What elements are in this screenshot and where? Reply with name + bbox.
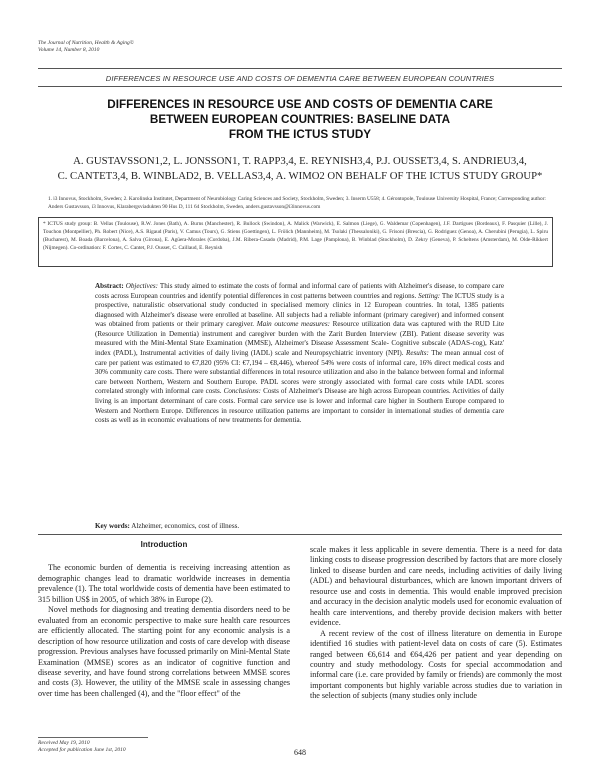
keywords <box>95 522 504 532</box>
paragraph: Novel methods for diagnosing and treating dementia disorders need to be evaluated from an economic perspective to make sure health care resources are efficiently allocated. The starting point for any economic analysis is a description of how resource utilization and costs of care develop with disease progression. Previous analyses have focussed primarily on Mini-Mental State Examination (MMSE) scores as an indicator of cognitive function and disease severity, and have found strong correlations between MMSE scores and costs (3). However, the utility of the MMSE scale in assessing changes over time has been challenged (4), and the "floor effect" of the <box>38 605 290 698</box>
setting-label: Setting: <box>418 291 441 300</box>
measures-label: Main outcome measures: <box>256 320 330 329</box>
affiliations: 1. i3 Innovus, Stockholm, Sweden; 2. Karolinska Institutet, Department of Neurobiology Caring Sciences and Society, Stockholm, Sweden; 3. Inserm U558; 4. Gérontopole, Toulouse University Hospital, France; Corresponding author: Anders Gustavsson, i3 Innovus, Klarabergsviadukten 90 Hus D, 111 64 Stockholm, Sweden, anders.gustavsson@i3innovus.com <box>48 196 546 210</box>
study-group-box: * ICTUS study group: B. Vellas (Toulouse), R.W. Jones (Bath), A. Burns (Manchester), R. Bullock (Swindon), A. Malick (Warwick), E. Salmon (Liege), G. Waldemar (Copenhagen), J.F. Dartigues (Bordeaux), F. Pasquier (Lille), J. Touchon (Montpellier), Ph. Robert (Nice), A.S. Rigaud (Paris), V. Camus (Tours), G. Stiens (Goettingen), L. Frölich (Mannheim), M. Tsolaki (Thessaloniki), G. Frisoni (Brescia), G. Rodriguez (Genoa), A. Cherubini (Perugia), L. Spiru (Bucharest), M. Boada (Barcelona), A. Salva (Girona), E. Agüera-Morales (Cordoba), J.M. Ribera-Casado (Madrid), P.M. Lage (Pamplona), B. Winblad (Stockholm), D. Zekry (Geneva), P. Scheltens (Amsterdam), M. Olde-Rikkert (Nijmegen). Co-ordination: F. Cortes, C. Cantet, P.J. Ousset, C. Caillaud, E. Reynish <box>38 217 553 267</box>
paragraph: scale makes it less applicable in severe dementia. There is a need for data linking costs to disease progression described by factors that are more closely linked to disease burden and care needs, including activities of daily living (ADL) and behavioural disturbances, which are known important drivers of resource use and costs in dementia. This would enable improved precision and accuracy in the decision analytic models used for economic evaluation of health care interventions, and thereby provide decision makers with better evidence. <box>310 545 562 628</box>
footnote-rule <box>38 737 148 738</box>
journal-volume: Volume 14, Number 8, 2010 <box>38 47 100 53</box>
abstract-label: Abstract: <box>95 282 124 290</box>
page-number: 648 <box>294 748 306 757</box>
conclusions-label: Conclusions: <box>223 387 262 396</box>
received-date: Received May 19, 2010 <box>38 740 90 746</box>
author-list <box>38 154 562 184</box>
running-head: DIFFERENCES IN RESOURCE USE AND COSTS OF DEMENTIA CARE BETWEEN EUROPEAN COUNTRIES <box>105 74 495 83</box>
authors-line-2: C. CANTET3,4, B. WINBLAD2, B. VELLAS3,4, A. WIMO2 ON BEHALF OF THE ICTUS STUDY GROUP* <box>57 170 543 182</box>
results-label: Results: <box>406 349 429 358</box>
keywords-text: Alzheimer, economics, cost of illness. <box>129 522 240 530</box>
abstract <box>95 282 504 426</box>
results-text: The mean annual cost of care per patient was estimated to €7,820 (95% CI: €7,194 – €8,446), whereof 54% were costs of informal care, 16% direct medical costs and 30% community care costs. There were substantial differences in total resource utilization and also in the balance between formal and informal care between Northern, Western and Southern Europe. PADL scores were strongly associated with formal care costs while IADL scores correlated strongly with informal care costs. <box>95 349 505 396</box>
title-line-2: BETWEEN EUROPEAN COUNTRIES: BASELINE DATA <box>149 113 451 126</box>
right-column <box>310 545 562 702</box>
accepted-date: Accepted for publication June 1st, 2010 <box>38 747 126 754</box>
body-rule <box>38 534 562 535</box>
section-heading-introduction: Introduction <box>140 540 188 549</box>
setting-text: The ICTUS study is a prospective, naturalistic observational study conducted in specialised memory clinics in 12 European countries. In total, 1385 patients diagnosed with Alzheimer's disease were enrolled at baseline. All subjects had a reliable informant (primary caregiver) and informed consent was obtained from patients or their primary caregiver. <box>95 291 505 329</box>
title-line-1: DIFFERENCES IN RESOURCE USE AND COSTS OF DEMENTIA CARE <box>107 98 493 111</box>
authors-line-1: A. GUSTAVSSON1,2, L. JONSSON1, T. RAPP3,4, E. REYNISH3,4, P.J. OUSSET3,4, S. ANDRIEU3,4, <box>73 155 527 167</box>
title-line-3: FROM THE ICTUS STUDY <box>228 128 372 141</box>
objectives-text: This study aimed to estimate the costs of formal and informal care of patients with Alzheimer's disease, to compare care costs across European countries and identify potential differences in cost patterns between countries and regions. <box>95 282 504 300</box>
objectives-label: Objectives: <box>125 282 159 290</box>
paragraph: The economic burden of dementia is receiving increasing attention as demographic changes lead to dramatic worldwide increases in dementia prevalence (1). The total worldwide costs of dementia have been estimated to 315 billion US$ in 2005, of which 38% in Europe (2). <box>38 563 290 604</box>
journal-info <box>38 40 134 54</box>
header-rule-top <box>38 68 562 69</box>
journal-name: The Journal of Nutrition, Health & Aging© <box>38 40 134 46</box>
article-title <box>38 97 562 142</box>
left-column <box>38 540 290 699</box>
measures-text: Resource utilization data was captured with the RUD Lite (Resource Utilization in Dementia) instrument and caregiver burden with the Zarit Burden Interview (ZBI). Patient disease severity was measured with the Mini-Mental State Examination (MMSE), Alzheimer's Disease Assessment Scale- Cognitive subscale (ADAS-cog), Katz' index (PADL), Instrumental activities of daily living (IADL) scale and Neuropsychiatric inventory (NPI). <box>95 320 505 358</box>
keywords-label: Key words: <box>95 522 130 530</box>
header-rule-bottom <box>38 86 562 87</box>
conclusions-text: Costs of Alzheimer's Disease are high across European countries. Activities of daily living is an important determinant of care costs. Formal care service use is lower and informal care higher in Southern Europe compared to Western and Northern Europe. Differences in resource utilization patterns are important to consider in international studies of dementia care costs as well as in economic evaluations of new treatments for dementia. <box>95 387 504 425</box>
paragraph: A recent review of the cost of illness literature on dementia in Europe identified 16 studies with patient-level data on costs of care (5). Estimates ranged between €6,614 and €64,426 per patient and year depending on country and study methodology. Costs for special accommodation and informal care (i.e. care provided by family or friends) are commonly the most important components but highly variable across studies due to variation in the selection of subjects (many studies only include <box>310 628 562 701</box>
